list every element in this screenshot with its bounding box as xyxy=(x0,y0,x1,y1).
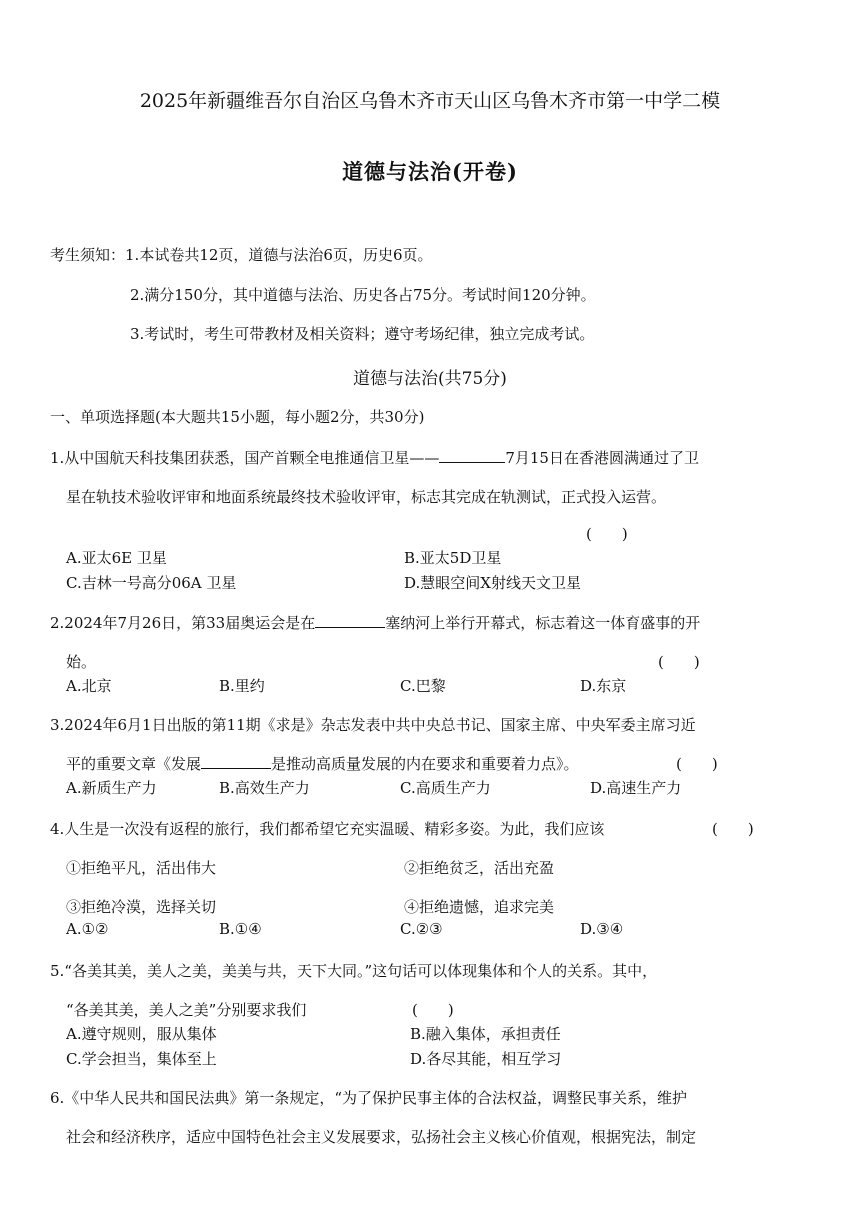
question-stem: “各美其美，美人之美”分别要求我们 xyxy=(66,1001,307,1019)
option: D.慧眼空间X射线天文卫星 xyxy=(404,574,581,592)
option: A.遵守规则，服从集体 xyxy=(66,1025,217,1043)
stem-text: 7月15日在香港圆满通过了卫 xyxy=(505,449,699,467)
notice-line-1 xyxy=(50,244,433,265)
option: D.各尽其能，相互学习 xyxy=(410,1050,562,1068)
answer-paren: ( ) xyxy=(676,755,718,773)
stem-text: 2.2024年7月26日，第33届奥运会是在 xyxy=(50,614,316,632)
statement: ③拒绝冷漠，选择关切 xyxy=(66,898,217,916)
exam-title: 2025年新疆维吾尔自治区乌鲁木齐市天山区乌鲁木齐市第一中学二模 xyxy=(139,90,721,112)
question-stem xyxy=(50,612,700,633)
question-stem: 星在轨技术验收评审和地面系统最终技术验收评审，标志其完成在轨测试，正式投入运营。 xyxy=(66,488,667,506)
option: A.亚太6E 卫星 xyxy=(66,549,167,567)
answer-blank xyxy=(315,613,385,628)
notice-label: 考生须知： xyxy=(50,246,126,264)
question-stem: 5.“各美其美，美人之美，美美与共，天下大同。”这句话可以体现集体和个人的关系。其中， xyxy=(50,962,658,980)
answer-paren: ( ) xyxy=(712,820,754,838)
option: C.巴黎 xyxy=(400,677,446,695)
option: B.①④ xyxy=(219,920,262,938)
option: B.高效生产力 xyxy=(219,779,310,797)
question-stem: 6.《中华人民共和国民法典》第一条规定，“为了保护民事主体的合法权益，调整民事关系，维护 xyxy=(50,1089,687,1107)
answer-blank xyxy=(439,448,505,463)
question-stem xyxy=(50,447,699,468)
question-stem xyxy=(66,753,579,774)
option: A.①② xyxy=(66,920,109,938)
option: A.北京 xyxy=(66,677,112,695)
option: D.高速生产力 xyxy=(590,779,682,797)
option: D.③④ xyxy=(580,920,624,938)
notice-item: 2.满分150分，其中道德与法治、历史各占75分。考试时间120分钟。 xyxy=(130,286,596,304)
statement: ①拒绝平凡，活出伟大 xyxy=(66,859,217,877)
question-stem: 始。 xyxy=(66,653,97,671)
answer-paren: ( ) xyxy=(412,1001,454,1019)
option: A.新质生产力 xyxy=(66,779,157,797)
statement: ④拒绝遗憾，追求完美 xyxy=(404,898,555,916)
answer-blank xyxy=(201,754,271,769)
notice-item: 3.考试时，考生可带教材及相关资料；遵守考场纪律，独立完成考试。 xyxy=(130,325,595,343)
stem-text: 平的重要文章《发展 xyxy=(66,755,202,773)
stem-text: 是推动高质量发展的内在要求和重要着力点》。 xyxy=(271,755,579,773)
question-stem: 3.2024年6月1日出版的第11期《求是》杂志发表中共中央总书记、国家主席、中央军委主席习近 xyxy=(50,716,696,734)
option: C.学会担当，集体至上 xyxy=(66,1050,217,1068)
option: B.亚太5D卫星 xyxy=(404,549,502,567)
question-stem: 社会和经济秩序，适应中国特色社会主义发展要求，弘扬社会主义核心价值观，根据宪法，制定 xyxy=(66,1128,697,1146)
option: D.东京 xyxy=(580,677,627,695)
notice-item: 1.本试卷共12页，道德与法治6页，历史6页。 xyxy=(125,246,433,264)
stem-text: 1.从中国航天科技集团获悉，国产首颗全电推通信卫星—— xyxy=(50,449,440,467)
answer-paren: ( ) xyxy=(586,525,628,543)
section-title: 道德与法治(共75分) xyxy=(353,369,507,389)
subject-title: 道德与法治(开卷) xyxy=(342,159,518,184)
answer-paren: ( ) xyxy=(658,653,700,671)
question-stem: 4.人生是一次没有返程的旅行，我们都希望它充实温暖、精彩多姿。为此，我们应该 xyxy=(50,820,605,838)
option: C.高质生产力 xyxy=(400,779,491,797)
stem-text: 塞纳河上举行开幕式，标志着这一体育盛事的开 xyxy=(385,614,701,632)
option: B.里约 xyxy=(219,677,265,695)
part-heading: 一、单项选择题(本大题共15小题，每小题2分，共30分) xyxy=(50,408,425,426)
option: B.融入集体，承担责任 xyxy=(410,1025,561,1043)
statement: ②拒绝贫乏，活出充盈 xyxy=(404,859,555,877)
option: C.吉林一号高分06A 卫星 xyxy=(66,574,237,592)
option: C.②③ xyxy=(400,920,443,938)
